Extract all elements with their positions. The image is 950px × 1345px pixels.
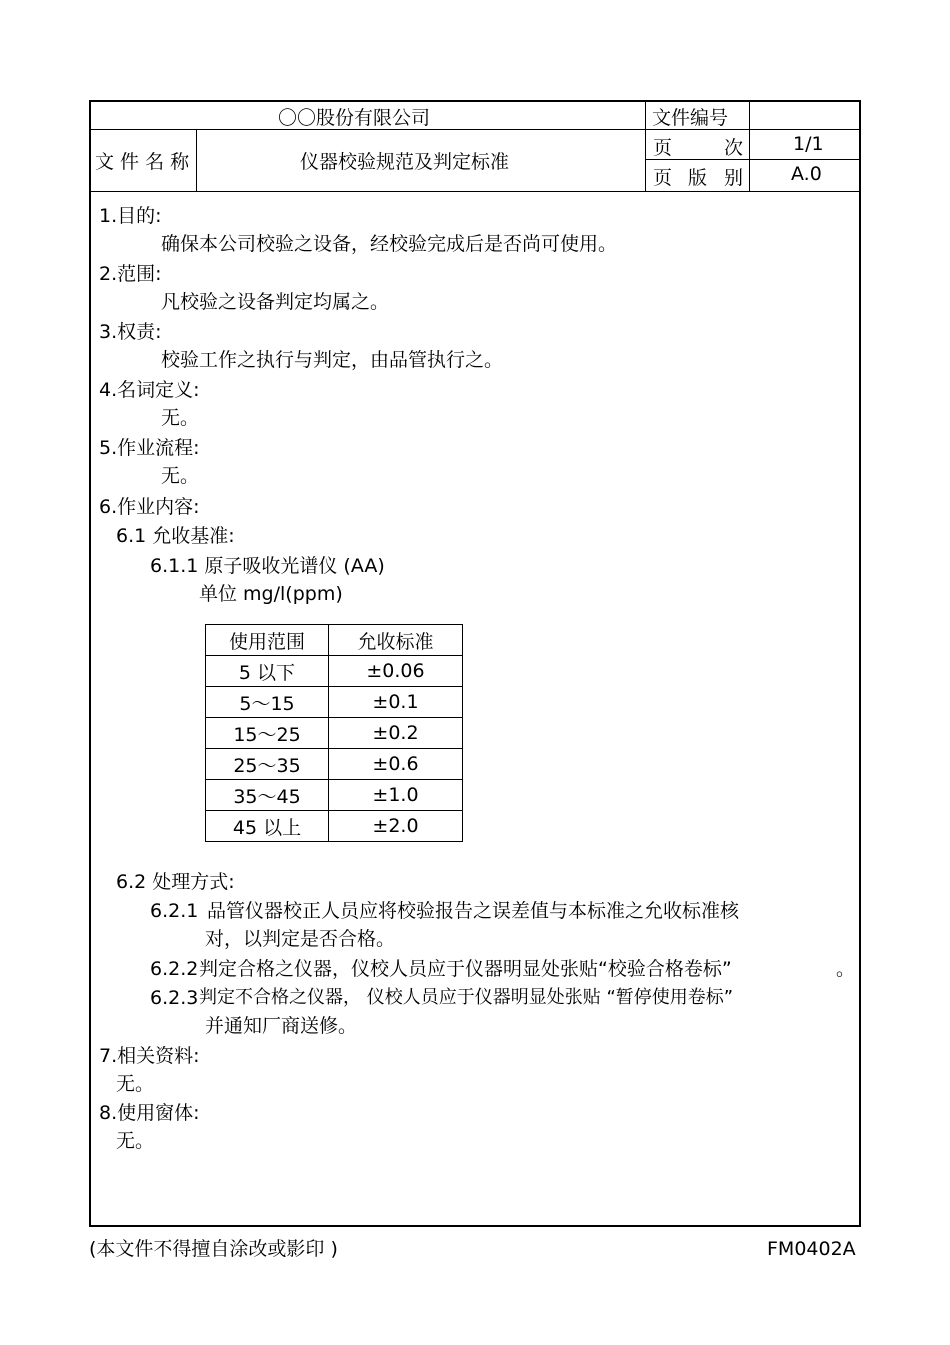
footer-notice: (本文件不得擅自涂改或影印 ) xyxy=(89,1238,338,1260)
section-7-body: 无。 xyxy=(116,1073,155,1095)
table-row xyxy=(206,687,463,718)
table-row xyxy=(206,718,463,749)
table-row xyxy=(206,656,463,687)
section-6-2-1-number: 6.2.1 xyxy=(150,900,199,922)
doc-name-label: 文 件 名 称 xyxy=(95,151,190,173)
section-7-title: 7.相关资料: xyxy=(99,1045,200,1067)
section-2-title: 2.范围: xyxy=(99,263,162,285)
version-label-3: 别 xyxy=(724,167,744,189)
table-row xyxy=(206,749,463,780)
section-6-2-2-number: 6.2.2 xyxy=(150,958,199,980)
table-cell-range: 5～15 xyxy=(206,687,329,718)
table-cell-standard: ±1.0 xyxy=(329,780,463,811)
table-cell-standard: ±0.6 xyxy=(329,749,463,780)
company-name: 〇〇股份有限公司 xyxy=(278,107,431,129)
section-6-title: 6.作业内容: xyxy=(99,496,200,518)
header-divider-main xyxy=(645,100,646,191)
section-6-1-1-unit: 单位 mg/l(ppm) xyxy=(199,583,343,605)
table-row xyxy=(206,780,463,811)
section-6-2-title: 6.2 处理方式: xyxy=(116,871,235,893)
section-6-2-1-line-2: 对，以判定是否合格。 xyxy=(205,928,396,950)
version-label-2: 版 xyxy=(688,167,708,189)
section-3-body: 校验工作之执行与判定，由品管执行之。 xyxy=(161,349,504,371)
header-divider-value xyxy=(749,100,750,191)
table-header-row xyxy=(206,625,463,656)
doc-number-label: 文件编号 xyxy=(652,107,729,129)
section-6-2-2-period: 。 xyxy=(836,958,856,980)
table-cell-standard: ±0.1 xyxy=(329,687,463,718)
doc-name: 仪器校验规范及判定标准 xyxy=(300,151,510,173)
section-5-body: 无。 xyxy=(161,465,200,487)
section-6-2-3-line-1: 判定不合格之仪器， 仪校人员应于仪器明显处张贴 “暂停使用卷标” xyxy=(199,987,734,1008)
acceptance-table xyxy=(205,624,463,842)
section-5-title: 5.作业流程: xyxy=(99,437,200,459)
header-rule-3 xyxy=(89,191,861,192)
table-cell-standard: ±0.2 xyxy=(329,718,463,749)
form-code: FM0402A xyxy=(767,1238,856,1260)
section-4-body: 无。 xyxy=(161,407,200,429)
table-cell-range: 15～25 xyxy=(206,718,329,749)
table-cell-standard: ±0.06 xyxy=(329,656,463,687)
page-value: 1/1 xyxy=(793,133,824,155)
section-8-title: 8.使用窗体: xyxy=(99,1102,200,1124)
page-label-2: 次 xyxy=(724,137,744,159)
page-label-1: 页 xyxy=(653,137,673,159)
version-value: A.0 xyxy=(791,163,822,185)
section-6-1-1-title: 6.1.1 原子吸收光谱仪 (AA) xyxy=(150,555,385,577)
table-header-range: 使用范围 xyxy=(206,625,329,656)
table-cell-range: 35～45 xyxy=(206,780,329,811)
section-2-body: 凡校验之设备判定均属之。 xyxy=(161,291,390,313)
header-rule-1 xyxy=(89,129,861,130)
section-6-2-2-line-1: 判定合格之仪器，仪校人员应于仪器明显处张贴“校验合格卷标” xyxy=(199,958,732,980)
header-rule-2 xyxy=(645,159,861,160)
section-4-title: 4.名词定义: xyxy=(99,379,200,401)
section-6-2-3-number: 6.2.3 xyxy=(150,987,199,1009)
header-divider-name xyxy=(196,129,197,191)
section-6-1-title: 6.1 允收基准: xyxy=(116,525,235,547)
section-8-body: 无。 xyxy=(116,1130,155,1152)
version-label-1: 页 xyxy=(653,167,673,189)
section-1-body: 确保本公司校验之设备，经校验完成后是否尚可使用。 xyxy=(161,233,618,255)
table-cell-standard: ±2.0 xyxy=(329,811,463,842)
section-1-title: 1.目的: xyxy=(99,205,162,227)
section-6-2-1-line-1: 品管仪器校正人员应将校验报告之误差值与本标准之允收标准核 xyxy=(207,900,740,922)
table-cell-range: 25～35 xyxy=(206,749,329,780)
section-6-2-3-line-2: 并通知厂商送修。 xyxy=(205,1015,358,1037)
section-3-title: 3.权责: xyxy=(99,321,162,343)
table-header-standard: 允收标准 xyxy=(329,625,463,656)
table-cell-range: 45 以上 xyxy=(206,811,329,842)
table-row xyxy=(206,811,463,842)
table-cell-range: 5 以下 xyxy=(206,656,329,687)
